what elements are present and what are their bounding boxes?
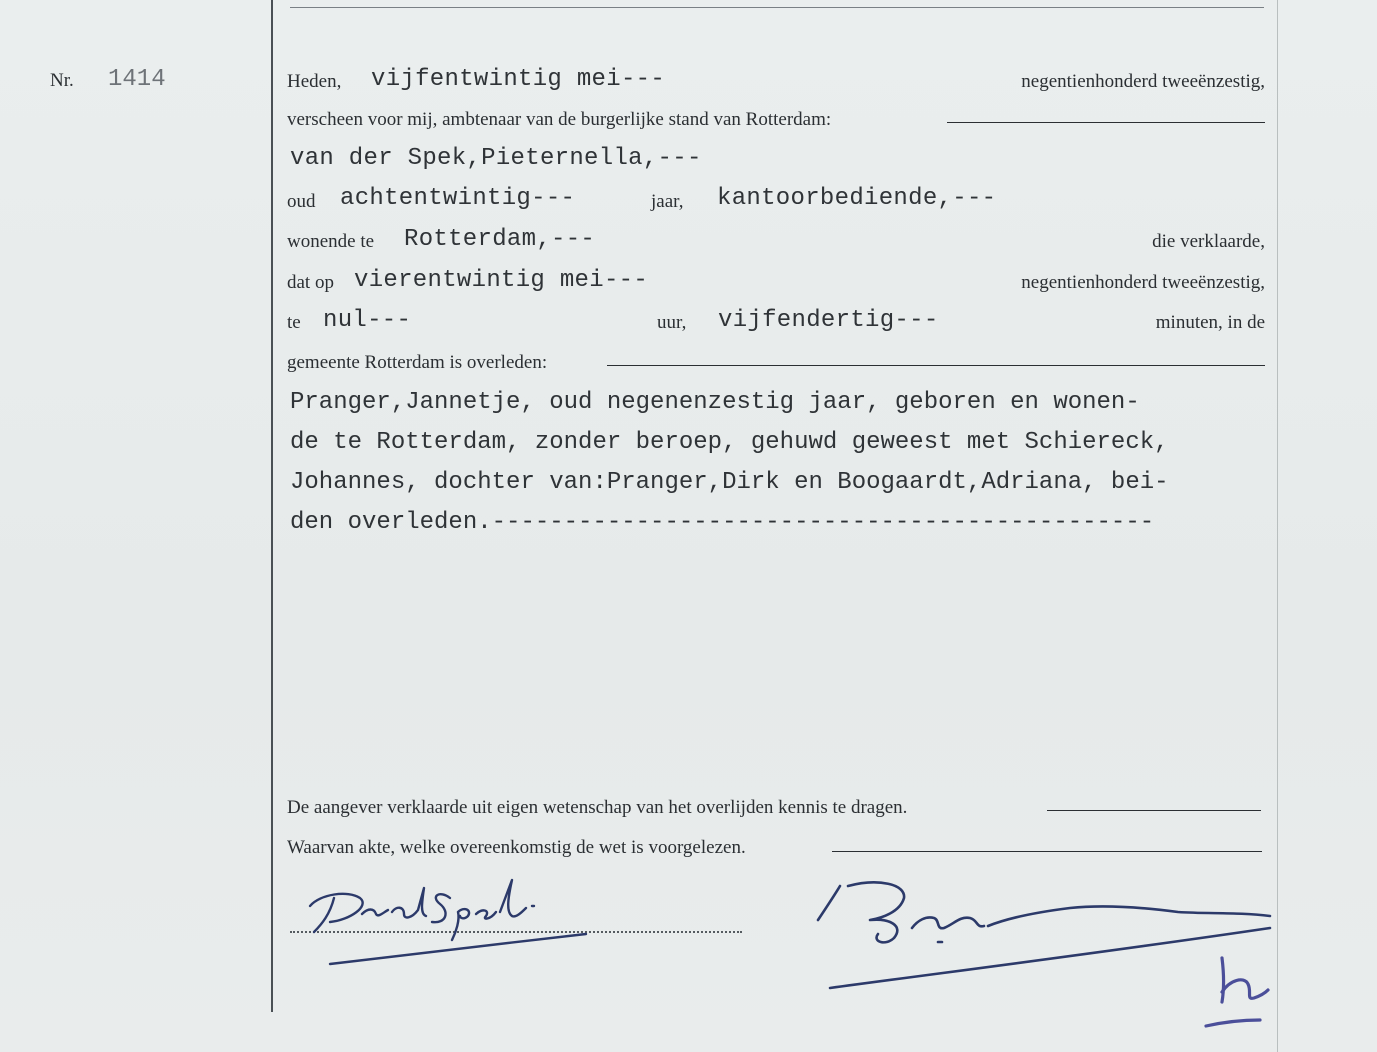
form-line-waarvan: [287, 832, 1265, 868]
declarant-typed: van der Spek,Pieternella,---: [290, 145, 702, 172]
hour-typed: nul---: [323, 307, 412, 334]
form-line-gemeente: [287, 345, 1265, 381]
margin-rule: [271, 0, 273, 1012]
deceased-paragraph: [290, 383, 1285, 543]
fill-line: [1047, 810, 1261, 811]
date-typed: vijfentwintig mei---: [371, 66, 666, 93]
year-printed: negentienhonderd tweeënzestig,: [1021, 71, 1265, 92]
heden-label: Heden,: [287, 71, 342, 92]
age-typed: achtentwintig---: [340, 185, 576, 212]
te-label: te: [287, 312, 301, 333]
form-line-death-date: [287, 264, 1265, 300]
fill-line: [947, 122, 1265, 123]
verscheen-label: verscheen voor mij, ambtenaar van de burgerlijke stand van Rotterdam:: [287, 109, 832, 130]
form-line-time: [287, 304, 1265, 340]
top-rule: [290, 7, 1264, 8]
form-line-declarant: [287, 141, 1265, 177]
aangever-statement: De aangever verklaarde uit eigen wetenschap van het overlijden kennis te dragen.: [287, 797, 908, 818]
fill-line: [832, 851, 1262, 852]
declarant-signature: [300, 868, 600, 973]
uur-label: uur,: [657, 312, 687, 333]
death-date-typed: vierentwintig mei---: [354, 267, 649, 294]
form-line-date: [287, 62, 1265, 98]
deceased-line: den overleden.----------------------------------------------: [290, 509, 1155, 536]
dat-op-label: dat op: [287, 272, 334, 293]
gemeente-label: gemeente Rotterdam is overleden:: [287, 352, 548, 373]
deceased-line: de te Rotterdam, zonder beroep, gehuwd geweest met Schiereck,: [290, 429, 1169, 456]
form-line-age: [287, 183, 1265, 219]
deceased-line: Pranger,Jannetje, oud negenenzestig jaar, geboren en wonen-: [290, 389, 1140, 416]
form-line-aangever: [287, 791, 1265, 827]
record-number-value: 1414: [108, 66, 166, 93]
form-line-verscheen: [287, 102, 1265, 138]
initial-mark: [1200, 950, 1280, 1035]
verklaarde-label: die verklaarde,: [1152, 231, 1265, 252]
record-number-label: Nr.: [50, 70, 74, 91]
minuten-label: minuten, in de: [1155, 312, 1265, 333]
minutes-typed: vijfendertig---: [718, 307, 939, 334]
occupation-typed: kantoorbediende,---: [717, 185, 997, 212]
deceased-line: Johannes, dochter van:Pranger,Dirk en Boogaardt,Adriana, bei-: [290, 469, 1169, 496]
wonende-label: wonende te: [287, 231, 375, 252]
form-line-residence: [287, 223, 1265, 259]
waarvan-statement: Waarvan akte, welke overeenkomstig de wet is voorgelezen.: [287, 837, 746, 858]
jaar-label: jaar,: [651, 191, 684, 212]
oud-label: oud: [287, 191, 316, 212]
residence-typed: Rotterdam,---: [404, 226, 596, 253]
fill-line: [607, 365, 1265, 366]
death-year-printed: negentienhonderd tweeënzestig,: [1021, 272, 1265, 293]
